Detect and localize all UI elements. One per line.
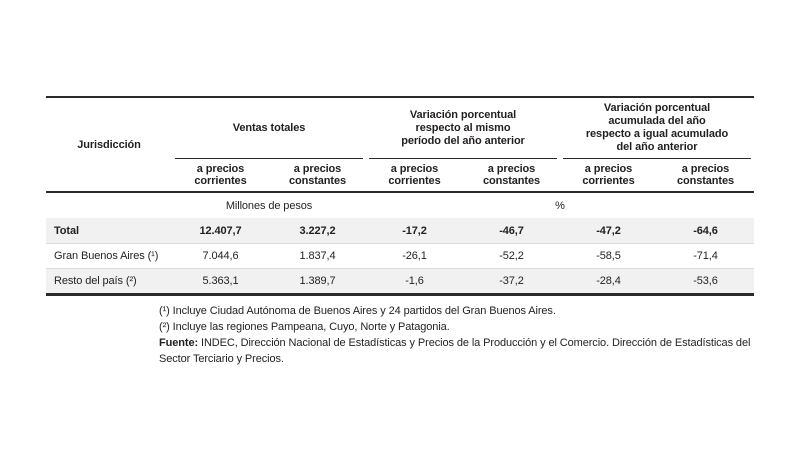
cell-value: -64,6	[693, 224, 718, 237]
cell-value: -28,4	[596, 275, 621, 287]
cell-value: -47,2	[596, 224, 621, 237]
subheader-precios-constantes	[657, 159, 754, 191]
unit-label-millones-de-pesos: Millones de pesos	[225, 199, 313, 212]
subheader-label: a precios constantes	[482, 163, 541, 187]
subheader-precios-constantes	[463, 159, 560, 191]
footnote-1: (¹) Incluye Ciudad Autónoma de Buenos Aires y 24 partidos del Gran Buenos Aires.	[159, 305, 556, 317]
cell-value: -1,6	[405, 275, 424, 287]
cell-value: -26,1	[402, 250, 427, 262]
cell-value: -71,4	[693, 250, 718, 262]
cell-value: 12.407,7	[199, 224, 242, 237]
cell-value: 1.389,7	[299, 275, 336, 287]
group-header-line: respecto al mismo	[415, 121, 511, 134]
table-body	[46, 218, 754, 296]
cell-value: 3.227,2	[299, 224, 336, 237]
subheader-label: a precios corrientes	[582, 163, 635, 187]
group-header-line: del año anterior	[616, 141, 698, 153]
group-header-variacion-acumulada	[563, 98, 751, 159]
group-header-line: respecto a igual acumulado	[585, 128, 729, 140]
table-header	[46, 96, 754, 193]
column-header-jurisdiccion: Jurisdicción	[77, 138, 141, 151]
group-header-line: período del año anterior	[401, 134, 525, 147]
source-label: Fuente:	[159, 337, 199, 349]
subheader-label: a precios constantes	[676, 163, 735, 187]
subheader-precios-constantes	[269, 159, 366, 191]
group-header-line: Ventas totales	[232, 121, 306, 134]
cell-value: -58,5	[596, 250, 621, 262]
table-row-gran-buenos-aires	[46, 243, 754, 268]
table-row-resto-del-pais	[46, 268, 754, 293]
cell-value: 5.363,1	[202, 275, 239, 287]
group-header-line: Variación porcentual	[603, 102, 711, 114]
group-header-line: acumulada del año	[608, 115, 706, 127]
subheader-label: a precios corrientes	[388, 163, 441, 187]
row-label: Total	[54, 224, 79, 237]
cell-value: -17,2	[402, 224, 427, 237]
cell-value: -37,2	[499, 275, 524, 287]
subheader-label: a precios corrientes	[194, 163, 247, 187]
group-header-ventas-totales	[175, 98, 363, 159]
subheader-precios-corrientes	[560, 159, 657, 191]
source-text: INDEC, Dirección Nacional de Estadísticas y Precios de la Producción y el Comercio. Dirección de Estadísticas del Sector Terciario y Precios.	[159, 337, 751, 365]
row-label: Gran Buenos Aires (¹)	[54, 250, 159, 262]
cell-value: 7.044,6	[202, 250, 239, 262]
cell-value: 1.837,4	[299, 250, 336, 262]
table-row-total	[46, 218, 754, 243]
footnotes-block	[159, 303, 755, 367]
source-note	[159, 335, 755, 367]
cell-value: -52,2	[499, 250, 524, 262]
cell-value: -46,7	[499, 224, 524, 237]
group-header-variacion-porcentual	[369, 98, 557, 159]
group-header-line: Variación porcentual	[409, 108, 517, 121]
subheader-precios-corrientes	[172, 159, 269, 191]
subheader-label: a precios constantes	[288, 163, 347, 187]
row-label: Resto del país (²)	[54, 275, 137, 287]
footnote-2: (²) Incluye las regiones Pampeana, Cuyo, Norte y Patagonia.	[159, 321, 450, 333]
statistics-table	[46, 96, 754, 296]
units-row	[46, 193, 754, 218]
unit-label-percent: %	[555, 199, 565, 212]
cell-value: -53,6	[693, 275, 718, 287]
subheader-precios-corrientes	[366, 159, 463, 191]
